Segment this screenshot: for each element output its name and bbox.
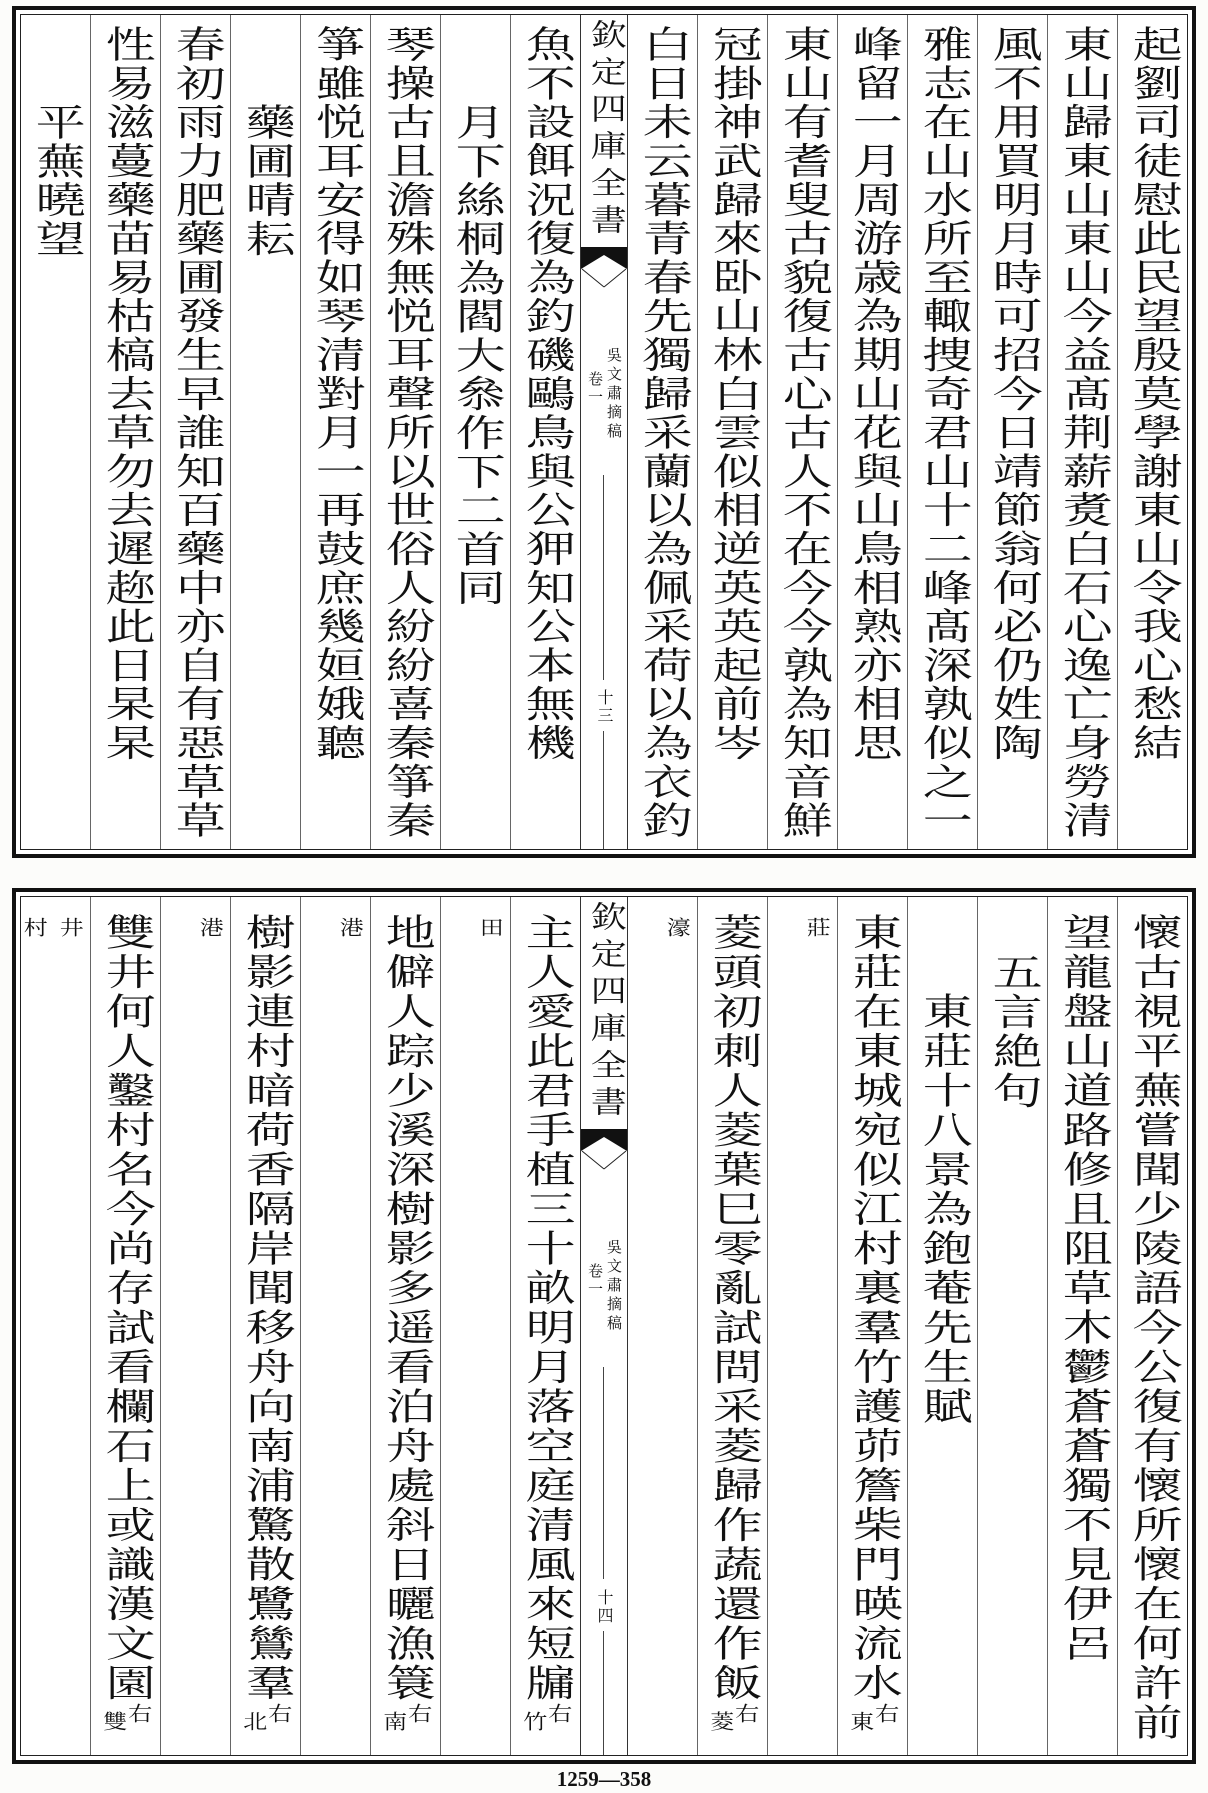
column-slot	[907, 897, 977, 1755]
column-slot	[510, 15, 580, 849]
annotation-note	[238, 1703, 293, 1731]
annotation-char: 莊	[802, 917, 832, 937]
annotation-char: 田	[475, 917, 505, 937]
column-slot	[370, 897, 440, 1755]
text-column: 東莊在東城宛似江村裏羣竹護茆簷柴門暎流水	[843, 913, 902, 1703]
annotation-char: 菱	[705, 1711, 735, 1731]
fold-title-box	[581, 15, 627, 248]
text-column: 雙井何人鑿村名今尚存試看欄石上或識漢文園	[96, 913, 155, 1703]
annotation-char: 右	[263, 1703, 293, 1723]
annotation-note	[845, 1703, 900, 1731]
column-slot	[230, 15, 300, 849]
text-column: 菱頭初刺人菱葉巳零亂試問采菱歸作蔬還作飯	[703, 913, 762, 1703]
annotation-char: 竹	[518, 1711, 548, 1731]
annotation-note	[518, 1703, 573, 1731]
fold-leaf-number: 十四	[595, 1589, 614, 1625]
annotation-char: 港	[195, 917, 225, 937]
column-slot	[1047, 897, 1117, 1755]
leaf-panel-bottom	[12, 888, 1196, 1764]
center-fold	[580, 897, 628, 1755]
annotation-char: 東	[845, 1711, 875, 1731]
fold-title-box	[581, 897, 627, 1130]
fold-rule	[603, 731, 604, 849]
poem-title: 月下絲桐為閻大叅作下二首同	[446, 103, 505, 608]
text-column: 箏雖悦耳安得如琴清對月一再鼓庶幾姮娥聽	[306, 25, 365, 763]
column-slot	[837, 15, 907, 849]
annotation-char: 右	[870, 1703, 900, 1723]
annotation-char: 北	[238, 1711, 268, 1731]
annotation-char: 右	[403, 1703, 433, 1723]
column-slot	[370, 15, 440, 849]
annotation-char: 濠	[662, 917, 692, 937]
poem-title: 東莊十八景為鉋菴先生賦	[913, 992, 972, 1427]
text-column: 峰留一月周游歳為期山花與山鳥相熟亦相思	[843, 25, 902, 763]
annotation-note	[335, 917, 365, 937]
right-half-page	[628, 897, 1187, 1755]
fold-rule	[603, 1367, 604, 1579]
annotation-char: 南	[378, 1711, 408, 1731]
column-slot	[837, 897, 907, 1755]
annotation-char: 雙	[98, 1711, 128, 1731]
annotation-note	[802, 917, 832, 937]
annotation-note	[475, 917, 505, 937]
column-slot	[977, 15, 1047, 849]
fold-leaf-number: 十三	[595, 689, 614, 725]
page-footer-number: 1259—358	[556, 1767, 652, 1791]
text-column: 樹影連村暗荷香隔岸聞移舟向南浦驚散鷺鷥羣	[236, 913, 295, 1703]
column-slot	[230, 897, 300, 1755]
text-column: 地僻人踪少溪深樹影多遥看泊舟處斜日曬漁簑	[376, 913, 435, 1703]
column-slot	[21, 897, 90, 1755]
column-slot	[510, 897, 580, 1755]
column-slot	[977, 897, 1047, 1755]
column-slot	[90, 15, 160, 849]
column-slot	[440, 15, 510, 849]
annotation-note	[98, 1703, 153, 1731]
left-half-page	[21, 15, 580, 849]
text-column: 白日未云暮青春先獨歸采蘭以為佩采荷以為衣釣	[633, 25, 692, 840]
text-column: 望龍盤山道路修且阻草木鬱蒼蒼獨不見伊呂	[1053, 913, 1112, 1664]
fold-book-title: 吳文肅摘稿	[605, 347, 623, 442]
text-column: 性易滋蔓藥苗易枯槁去草勿去遲趂此日杲杲	[96, 25, 155, 763]
column-slot	[440, 897, 510, 1755]
text-column: 琴操古且澹殊無悦耳聲所以世俗人紛紛喜秦箏秦	[376, 25, 435, 840]
leaf-frame	[20, 14, 1188, 850]
right-half-page	[628, 15, 1187, 849]
annotation-char: 右	[543, 1703, 573, 1723]
text-column: 風不用買明月時可招今日靖節翁何必仍姓陶	[983, 25, 1042, 763]
text-column: 春初雨力肥藥圃發生早誰知百藥中亦自有惡草草	[166, 25, 225, 840]
column-slot	[1047, 15, 1117, 849]
text-column: 主人愛此君手植三十畝明月落空庭清風來短牖	[516, 913, 575, 1703]
text-column: 冠掛神武歸來卧山林白雲似相逆英英起前岑	[703, 25, 762, 763]
column-slot	[160, 15, 230, 849]
text-column: 雅志在山水所至輙捜奇君山十二峰髙深孰似之一	[913, 25, 972, 840]
fishtail-mark	[581, 247, 627, 291]
annotation-note	[19, 917, 85, 937]
fishtail-mark	[581, 1129, 627, 1173]
fold-book-title: 吳文肅摘稿	[605, 1239, 623, 1334]
text-column: 東山歸東山東山今益髙荆薪煑白石心逸亡身勞清	[1053, 25, 1112, 840]
leaf-panel-top	[12, 6, 1196, 858]
annotation-note	[378, 1703, 433, 1731]
fold-juan: 卷一	[586, 1263, 604, 1299]
column-slot	[697, 15, 767, 849]
annotation-char: 村	[19, 917, 49, 937]
fold-juan: 卷一	[586, 371, 604, 407]
annotation-char: 右	[123, 1703, 153, 1723]
column-slot	[21, 15, 90, 849]
column-slot	[300, 897, 370, 1755]
column-slot	[90, 897, 160, 1755]
annotation-char: 井	[55, 917, 85, 937]
left-half-page	[21, 897, 580, 1755]
annotation-note	[195, 917, 225, 937]
center-fold	[580, 15, 628, 849]
column-slot	[767, 15, 837, 849]
text-column: 東山有耆叟古貌復古心古人不在今今孰為知音鮮	[773, 25, 832, 840]
column-slot	[907, 15, 977, 849]
poem-title: 平蕪曉望	[26, 103, 85, 259]
column-slot	[300, 15, 370, 849]
annotation-char: 右	[730, 1703, 760, 1723]
annotation-char: 港	[335, 917, 365, 937]
annotation-note	[662, 917, 692, 937]
column-slot	[1117, 897, 1187, 1755]
column-slot	[697, 897, 767, 1755]
fold-series-title: 欽定四庫全書	[583, 901, 626, 1123]
column-slot	[767, 897, 837, 1755]
fold-rule	[603, 475, 604, 680]
leaf-frame	[20, 896, 1188, 1756]
section-heading: 五言絶句	[983, 953, 1042, 1111]
column-slot	[628, 897, 697, 1755]
annotation-note	[705, 1703, 760, 1731]
text-column: 魚不設餌況復為釣磯鷗鳥與公狎知公本無機	[516, 25, 575, 763]
fold-rule	[603, 1631, 604, 1755]
text-column: 懷古視平蕪嘗聞少陵語今公復有懷所懷在何許前	[1123, 913, 1182, 1743]
column-slot	[160, 897, 230, 1755]
fold-series-title: 欽定四庫全書	[583, 19, 626, 241]
text-column: 起劉司徒慰此民望殷莫學謝東山令我心愁結	[1123, 25, 1182, 763]
poem-title: 藥圃晴耘	[236, 103, 295, 259]
column-slot	[1117, 15, 1187, 849]
column-slot	[628, 15, 697, 849]
